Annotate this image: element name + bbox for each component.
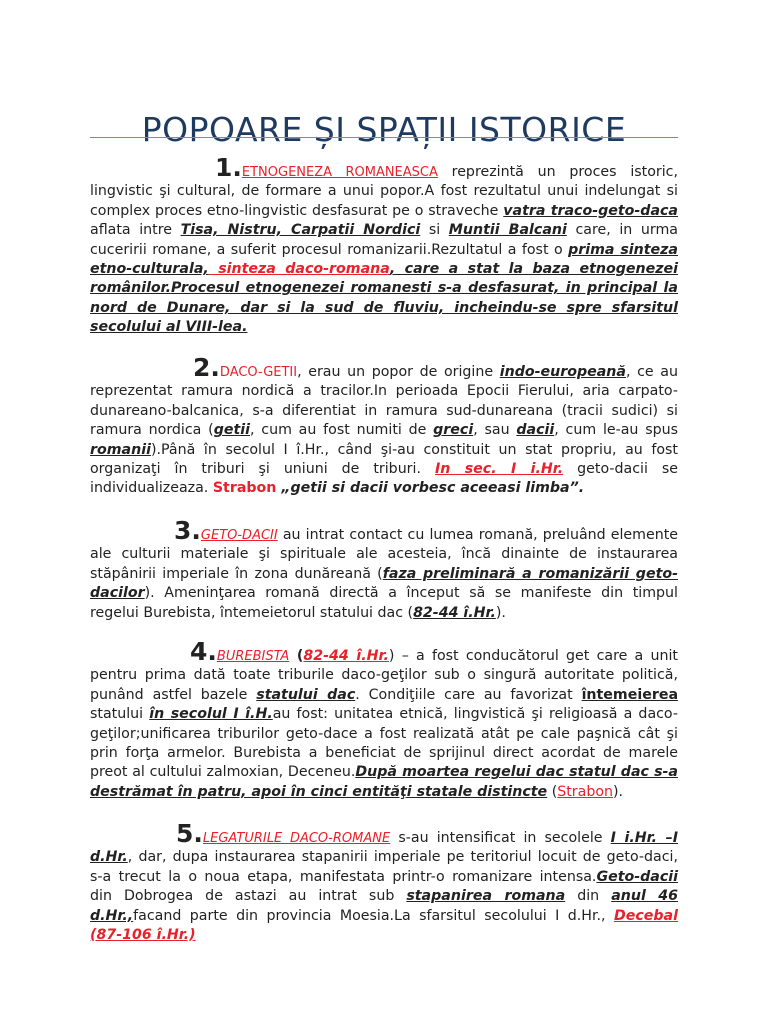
section-3-text: au intrat contact cu lumea romană, preluând elemente ale culturii materiale şi spirituale ale acesteia, încă dinainte de instaurarea stăpânirii imperiale în zona dunăreană ( — [90, 527, 678, 582]
section-3-number: 3. — [174, 516, 201, 545]
section-1-text: reprezintă un proces istoric, lingvistic şi cultural, de formare a unui popor.A fost rezultatul unui indelungat si complex proces etno-lingvistic desfasurat pe o straveche — [90, 164, 678, 219]
section-4-text: . Condiţiile care au favorizat — [355, 686, 582, 703]
section-2-text: , cum au fost numiti de — [249, 422, 434, 439]
section-2-source: Strabon — [212, 480, 277, 497]
section-2-paragraph — [90, 353, 678, 499]
section-4-paragraph — [90, 637, 679, 802]
section-5-number: 5. — [176, 819, 203, 848]
section-3-text: ). — [495, 604, 506, 621]
section-4-heading: BUREBISTA — [216, 649, 290, 664]
section-2-emphasis: indo-europeană — [499, 364, 626, 380]
section-1-text: aflata intre — [90, 222, 181, 239]
section-2-text: , cum le-au spus — [554, 422, 678, 439]
section-2-heading: DACO-GETII — [219, 365, 298, 380]
section-1-heading: ETNOGENEZA ROMANEASCA — [241, 165, 438, 180]
section-1-emphasis: Muntii Balcani — [448, 222, 567, 239]
section-1-paragraph — [90, 153, 679, 338]
section-5 — [90, 819, 679, 945]
section-4-emphasis: în secolul I î.H. — [149, 706, 273, 723]
section-5-text: s-au intensificat in secolele — [390, 830, 611, 846]
section-4-text: ). — [613, 783, 624, 800]
section-4-text: ( — [547, 783, 558, 800]
section-4-number: 4. — [190, 637, 217, 666]
section-5-text: facand parte din provincia Moesia.La sfarsitul secolului I d.Hr., — [133, 907, 614, 924]
section-3-emphasis: faza preliminară a romanizării geto-dacilor — [90, 565, 678, 602]
section-2-emphasis: greci — [433, 422, 474, 439]
section-4-text: ) – a fost conducătorul get care a unit pentru prima dată toate triburile daco-geţilor sub o singură autoritate politică, punând astfel bazele — [90, 648, 678, 703]
section-4-source: Strabon — [557, 783, 614, 800]
section-4-emphasis-red: 82-44 î.Hr. — [303, 648, 389, 664]
section-5-emphasis: stapanirea romana — [406, 888, 566, 905]
section-1-emphasis: , care a stat la baza etnogenezei românilor.Procesul etnogenezei romanesti s-a desfasurat, in principal la nord de Dunare, dar si la sud de fluviu, incheindu-se spre sfarsitul secolului al VIII-lea. — [90, 261, 679, 336]
section-2-number: 2. — [193, 353, 220, 382]
section-4-emphasis: întemeierea — [581, 686, 679, 703]
section-2-text: ).Până în secolul I î.Hr., când şi-au constituit un stat propriu, au fost organizaţi în triburi şi uniuni de triburi. — [90, 441, 678, 478]
section-1-emphasis: vatra traco-geto-daca — [503, 202, 679, 219]
section-5-text: din Dobrogea de astazi au intrat sub — [90, 888, 407, 905]
section-2-quote: „getii si dacii vorbesc aceeasi limba”. — [276, 480, 585, 497]
section-1 — [90, 153, 679, 338]
section-3-text: ). Ameninţarea romană directă a început să se manifeste din timpul regelui Burebista, întemeietorul statului dac ( — [90, 585, 678, 621]
section-5-text: din — [565, 888, 612, 905]
section-4-emphasis: După moartea regelui dac statul dac s-a destrămat în patru, apoi în cinci entităţi statale distincte — [90, 764, 678, 800]
section-4-text: ( — [289, 648, 304, 664]
section-1-emphasis-red: sinteza daco-romana — [208, 261, 390, 278]
section-2-text: geto-dacii se individualizeaza. — [90, 461, 678, 497]
section-3-paragraph — [90, 516, 678, 623]
section-5-paragraph — [90, 819, 679, 945]
section-5-heading: LEGATURILE DACO-ROMANE — [202, 831, 391, 846]
section-2-emphasis-red: In sec. I i.Hr. — [434, 461, 564, 478]
section-4 — [90, 637, 679, 802]
section-5-emphasis: I i.Hr. –I d.Hr. — [90, 830, 678, 866]
section-1-number: 1. — [215, 153, 242, 182]
section-5-emphasis-red: Decebal — [613, 907, 678, 924]
section-4-text: au fost: unitatea etnică, lingvistică şi religioasă a daco-geţilor;unificarea triburilor geto-dace a fost realizată atât pe cale paşnică cât şi prin forţa armelor. Burebista a beneficiat de sprijinul direct acordat de marele preot al cultului zalmoxian, Deceneu. — [90, 706, 678, 781]
section-3-heading: GETO-DACII — [200, 528, 278, 543]
section-5-text: , dar, dupa instaurarea stapanirii imperiale pe teritoriul locuit de geto-daci, s-a trecut la o noua etapa, manifestata printr-o romanizare intensa. — [90, 849, 678, 885]
section-2-text: , erau un popor de origine — [297, 364, 500, 380]
section-2-emphasis: getii — [213, 422, 250, 439]
section-1-emphasis: prima sinteza etno-culturala, — [90, 241, 678, 278]
section-1-emphasis: Tisa, Nistru, Carpatii Nordici — [180, 222, 421, 239]
section-2-emphasis: romanii — [90, 441, 151, 458]
section-4-emphasis: statului dac — [256, 686, 356, 703]
section-1-text: care, in urma cuceririi romane, a suferit procesul romanizarii.Rezultatul a fost o — [90, 222, 678, 258]
section-1-text: si — [420, 222, 449, 239]
section-5-emphasis: Geto-dacii — [596, 868, 678, 885]
section-2-emphasis: dacii — [516, 422, 555, 439]
title-divider — [90, 137, 678, 138]
section-3-emphasis: 82-44 î.Hr. — [413, 604, 496, 621]
section-5-emphasis: anul 46 d.Hr., — [90, 888, 679, 924]
page-title: POPOARE ȘI SPAȚII ISTORICE — [141, 110, 627, 150]
section-4-text: statului — [90, 706, 150, 723]
section-2-text: , sau — [473, 422, 517, 439]
section-5-emphasis-red: (87-106 î.Hr.) — [90, 927, 196, 944]
section-2-text: , ce au reprezentat ramura nordică a tracilor.In perioada Epocii Fierului, aria carpato-dunareano-balcanica, s-a diferentiat in ramura sud-dunareana (tracii sudici) si ramura nordica ( — [90, 364, 678, 439]
section-3 — [90, 516, 678, 623]
section-2 — [90, 353, 678, 499]
